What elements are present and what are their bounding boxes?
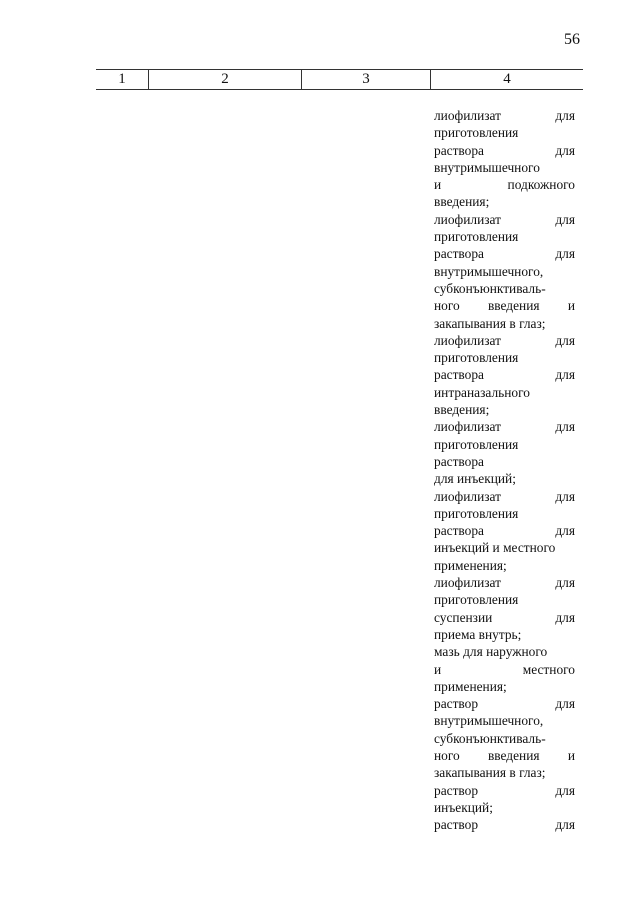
text-word: раствора xyxy=(434,523,484,539)
text-line xyxy=(434,764,575,781)
column-header-3: 3 xyxy=(301,70,430,89)
text-word: приготовления xyxy=(434,436,519,452)
table-header-row xyxy=(96,69,583,90)
text-word: раствора xyxy=(434,453,484,469)
text-line xyxy=(434,643,575,660)
text-line xyxy=(434,591,575,608)
text-line xyxy=(434,453,575,470)
text-word: местного xyxy=(522,661,575,677)
column-header-2: 2 xyxy=(148,70,301,89)
text-word: субконъюнктиваль- xyxy=(434,730,546,746)
text-word: для xyxy=(555,108,575,123)
text-word: и xyxy=(434,177,442,193)
text-word: введения xyxy=(487,747,540,763)
text-word: для xyxy=(555,419,575,435)
text-word: для xyxy=(555,696,575,712)
text-word: приема внутрь; xyxy=(434,626,522,642)
text-word: применения; xyxy=(434,557,507,573)
text-word: для xyxy=(555,142,575,158)
text-line xyxy=(434,782,575,799)
text-word: раствор xyxy=(434,696,479,712)
text-line xyxy=(434,522,575,539)
text-word: введения; xyxy=(434,402,490,418)
text-line xyxy=(434,280,575,297)
text-word: раствора xyxy=(434,142,484,158)
text-word: приготовления xyxy=(434,350,519,366)
text-line xyxy=(434,505,575,522)
text-word: и xyxy=(434,661,442,677)
text-word: для xyxy=(555,817,575,833)
text-line xyxy=(434,418,575,435)
text-line xyxy=(434,159,575,176)
text-line xyxy=(434,730,575,747)
text-word: закапывания в глаз; xyxy=(434,765,546,781)
text-word: раствор xyxy=(434,817,479,833)
dosage-forms-cell xyxy=(434,107,575,833)
text-word: для xyxy=(555,488,575,504)
text-word: лиофилизат xyxy=(434,488,501,504)
text-line xyxy=(434,436,575,453)
text-word: для xyxy=(555,211,575,227)
text-word: и xyxy=(567,298,575,314)
text-line xyxy=(434,228,575,245)
text-word: внутримышечного, xyxy=(434,263,544,279)
text-line xyxy=(434,176,575,193)
text-word: для xyxy=(555,782,575,798)
text-word: лиофилизат xyxy=(434,575,501,591)
text-word: ного xyxy=(434,747,460,763)
text-word: внутримышечного xyxy=(434,159,540,175)
text-line xyxy=(434,211,575,228)
text-line xyxy=(434,712,575,729)
text-word: инъекций; xyxy=(434,799,493,815)
text-word: раствора xyxy=(434,246,484,262)
text-word: лиофилизат xyxy=(434,108,501,123)
text-line xyxy=(434,366,575,383)
text-line xyxy=(434,488,575,505)
text-word: лиофилизат xyxy=(434,419,501,435)
text-word: применения; xyxy=(434,678,507,694)
text-line xyxy=(434,799,575,816)
text-word: приготовления xyxy=(434,125,519,141)
text-word: введения; xyxy=(434,194,490,210)
text-word: подкожного xyxy=(507,177,575,193)
text-word: приготовления xyxy=(434,592,519,608)
text-word: и xyxy=(567,747,575,763)
text-word: приготовления xyxy=(434,229,519,245)
text-word: для xyxy=(555,367,575,383)
text-line xyxy=(434,816,575,833)
text-line xyxy=(434,107,575,124)
text-word: введения xyxy=(487,298,540,314)
text-word: для инъекций; xyxy=(434,471,516,487)
text-word: субконъюнктиваль- xyxy=(434,280,546,296)
text-word: раствора xyxy=(434,367,484,383)
text-word: закапывания в глаз; xyxy=(434,315,546,331)
text-word: для xyxy=(555,609,575,625)
page-number: 56 xyxy=(564,31,580,48)
text-word: для xyxy=(555,332,575,348)
text-word: интраназального xyxy=(434,384,530,400)
text-word: мазь для наружного xyxy=(434,644,548,660)
text-line xyxy=(434,557,575,574)
text-word: лиофилизат xyxy=(434,211,501,227)
text-line xyxy=(434,661,575,678)
text-line xyxy=(434,315,575,332)
text-line xyxy=(434,349,575,366)
column-header-1: 1 xyxy=(118,71,126,87)
text-word: для xyxy=(555,246,575,262)
text-line xyxy=(434,332,575,349)
text-line xyxy=(434,263,575,280)
column-header-4: 4 xyxy=(430,70,583,89)
text-line xyxy=(434,384,575,401)
text-word: лиофилизат xyxy=(434,332,501,348)
text-word: для xyxy=(555,523,575,539)
text-word: ного xyxy=(434,298,460,314)
text-line xyxy=(434,193,575,210)
text-word: суспензии xyxy=(434,609,493,625)
text-line xyxy=(434,539,575,556)
text-word: внутримышечного, xyxy=(434,713,544,729)
text-line xyxy=(434,574,575,591)
text-line xyxy=(434,695,575,712)
text-word: раствор xyxy=(434,782,479,798)
text-line xyxy=(434,609,575,626)
text-line xyxy=(434,747,575,764)
text-line xyxy=(434,470,575,487)
text-line xyxy=(434,142,575,159)
text-word: для xyxy=(555,575,575,591)
text-word: инъекций и местного xyxy=(434,540,556,556)
text-line xyxy=(434,124,575,141)
text-word: приготовления xyxy=(434,505,519,521)
text-line xyxy=(434,401,575,418)
text-line xyxy=(434,678,575,695)
text-line xyxy=(434,245,575,262)
text-line xyxy=(434,626,575,643)
text-line xyxy=(434,297,575,314)
